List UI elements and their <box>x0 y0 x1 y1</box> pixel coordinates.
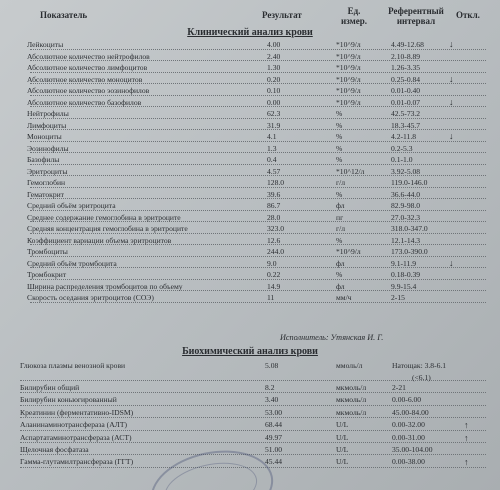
row-value: 4.1 <box>267 132 277 141</box>
header-flag: Откл. <box>456 10 480 20</box>
row-value: 0.10 <box>267 86 281 95</box>
row-value: 53.00 <box>265 407 283 417</box>
row-value: 0.22 <box>267 270 281 279</box>
row-ref: 12.1-14.3 <box>391 235 421 245</box>
row-ref: 2.10-8.89 <box>391 51 421 61</box>
row-value: 0.20 <box>267 74 281 84</box>
row-name: Гамма-глутамилтрансфераза (ГГТ) <box>20 457 134 467</box>
row-unit: фл <box>336 201 345 210</box>
cbc-table <box>0 39 500 304</box>
row-value: 14.9 <box>267 281 281 291</box>
row-unit: U/L <box>336 457 349 467</box>
row-name: Щелочная фосфатаза <box>20 444 89 454</box>
row-unit: % <box>336 189 343 199</box>
row-flag: ↑ <box>464 432 469 443</box>
row-name: Аспартатаминотрансфераза (АСТ) <box>20 432 132 442</box>
row-value: 323.0 <box>267 224 285 233</box>
row-value: 0.4 <box>267 155 277 164</box>
row-name: Абсолютное количество моноцитов <box>27 74 143 84</box>
row-unit: *10^9/л <box>336 97 361 107</box>
row-name: Лейкоциты <box>27 40 64 49</box>
row-ref: 0.18-0.39 <box>391 270 421 279</box>
table-row <box>0 360 500 382</box>
row-value: 28.0 <box>267 212 281 222</box>
row-ref: 42.5-73.2 <box>391 109 421 118</box>
row-value: 244.0 <box>267 247 285 256</box>
table-row <box>0 131 500 143</box>
row-value: 4.00 <box>267 40 281 49</box>
row-unit: г/л <box>336 224 346 233</box>
row-value: 49.97 <box>265 432 283 442</box>
row-flag: ↓ <box>449 96 454 107</box>
row-name: Абсолютное количество базофилов <box>27 97 142 107</box>
row-value: 3.40 <box>265 395 279 405</box>
header-result: Результат <box>262 10 302 20</box>
table-row <box>0 189 500 201</box>
row-name: Гемоглобин <box>27 178 66 187</box>
row-value: 0.00 <box>267 97 281 107</box>
table-row <box>0 432 500 444</box>
row-unit: % <box>336 270 343 279</box>
row-value: 1.3 <box>267 143 277 153</box>
row-name: Базофилы <box>27 155 60 164</box>
row-ref: 4.2-11.8 <box>391 132 417 141</box>
row-value: 11 <box>267 293 275 302</box>
table-row <box>0 85 500 97</box>
table-row <box>0 223 500 235</box>
row-flag: ↑ <box>464 457 469 468</box>
row-value: 12.6 <box>267 235 281 245</box>
row-name: Ширина распределения тромбоцитов по объему <box>27 281 183 291</box>
biochem-title: Биохимический анализ крови <box>182 346 318 357</box>
row-value: 68.44 <box>265 420 283 430</box>
row-name: Креатинин (ферментативно-IDSM) <box>20 407 134 417</box>
row-ref: 0.01-0.07 <box>391 97 421 107</box>
row-name: Эозинофилы <box>27 143 69 153</box>
row-name: Средняя концентрация гемоглобина в эритроците <box>27 224 188 233</box>
row-divider <box>30 152 486 153</box>
row-unit: % <box>336 143 343 153</box>
table-row <box>0 292 500 304</box>
row-unit: *10^9/л <box>336 51 361 61</box>
row-unit: U/L <box>336 444 349 454</box>
table-row <box>0 235 500 247</box>
row-value: 9.0 <box>267 258 277 268</box>
cbc-title: Клинический анализ крови <box>187 27 313 38</box>
row-ref-note: (<6.1) <box>412 373 431 382</box>
table-row <box>0 200 500 212</box>
row-unit: фл <box>336 281 345 291</box>
row-unit: *10^9/л <box>336 247 361 256</box>
biochem-table <box>0 360 500 469</box>
row-unit: *10^9/л <box>336 86 361 95</box>
row-ref: 36.6-44.0 <box>391 189 421 199</box>
table-row <box>0 212 500 224</box>
row-divider <box>30 141 486 142</box>
table-row <box>0 51 500 63</box>
header-unit: Ед. измер. <box>340 6 368 26</box>
row-ref: 119.0-146.0 <box>391 178 428 187</box>
row-value: 4.57 <box>267 166 281 176</box>
row-value: 62.3 <box>267 109 281 118</box>
table-row <box>0 166 500 178</box>
table-row <box>0 269 500 281</box>
row-name: Абсолютное количество эозинофилов <box>27 86 150 95</box>
row-ref: 27.0-32.3 <box>391 212 421 222</box>
row-value: 128.0 <box>267 178 285 187</box>
row-ref: Натощак: 3.8-6.1 <box>392 361 447 370</box>
table-row <box>0 143 500 155</box>
table-row <box>0 39 500 51</box>
row-ref: 9.1-11.9 <box>391 258 417 268</box>
header-indicator: Показатель <box>40 10 88 20</box>
row-ref: 0.2-5.3 <box>391 143 413 153</box>
row-ref: 0.00-31.00 <box>392 432 425 442</box>
row-unit: *10^9/л <box>336 63 361 72</box>
row-unit: *10^9/л <box>336 40 361 49</box>
row-ref: 0.1-1.0 <box>391 155 413 164</box>
table-row <box>0 258 500 270</box>
row-ref: 82.9-98.0 <box>391 201 421 210</box>
row-unit: ммоль/л <box>336 361 363 370</box>
table-row <box>0 419 500 431</box>
row-value: 5.08 <box>265 361 279 370</box>
row-value: 45.44 <box>265 457 283 467</box>
row-name: Гематокрит <box>27 189 64 199</box>
table-row <box>0 120 500 132</box>
row-unit: пг <box>336 212 344 222</box>
row-unit: % <box>336 155 343 164</box>
row-flag: ↓ <box>449 39 454 49</box>
row-ref: 2-15 <box>391 293 405 302</box>
table-row <box>0 246 500 258</box>
row-ref: 18.3-45.7 <box>391 120 421 130</box>
row-name: Абсолютное количество лимфоцитов <box>27 63 148 72</box>
row-unit: % <box>336 132 343 141</box>
row-unit: U/L <box>336 420 349 430</box>
row-value: 86.7 <box>267 201 281 210</box>
row-ref: 3.92-5.08 <box>391 166 421 176</box>
row-unit: мкмоль/л <box>336 407 367 417</box>
table-row <box>0 281 500 293</box>
row-value: 1.30 <box>267 63 281 72</box>
table-row <box>0 74 500 86</box>
row-flag: ↓ <box>449 257 454 268</box>
table-row <box>0 177 500 189</box>
row-unit: % <box>336 120 343 130</box>
row-unit: *10^12/л <box>336 166 365 176</box>
row-name: Аланинаминотрансфераза (АЛТ) <box>20 420 127 430</box>
row-divider <box>30 164 486 165</box>
row-ref: 1.26-3.35 <box>391 63 421 72</box>
row-ref: 173.0-390.0 <box>391 247 428 256</box>
row-ref: 0.01-0.40 <box>391 86 421 95</box>
row-flag: ↓ <box>449 131 454 141</box>
row-name: Билирубин коньюгированный <box>20 395 117 405</box>
row-name: Лимфоциты <box>27 120 67 130</box>
row-value: 2.40 <box>267 51 281 61</box>
row-unit: мкмоль/л <box>336 395 367 405</box>
row-value: 51.00 <box>265 444 283 454</box>
row-unit: г/л <box>336 178 346 187</box>
row-flag: ↑ <box>464 420 469 431</box>
row-name: Билирубин общий <box>20 383 80 392</box>
row-name: Тромбокрит <box>27 270 67 279</box>
row-unit: U/L <box>336 432 349 442</box>
row-value: 8.2 <box>265 383 275 392</box>
row-ref: 45.00-84.00 <box>392 407 429 417</box>
row-unit: % <box>336 235 343 245</box>
row-unit: мм/ч <box>336 293 352 302</box>
row-flag: ↓ <box>449 73 454 84</box>
row-name: Средний объём тромбоцита <box>27 258 117 268</box>
table-row <box>0 62 500 74</box>
row-name: Скорость оседания эритроцитов (СОЭ) <box>27 293 154 302</box>
table-row <box>0 154 500 166</box>
row-ref: 0.25-0.84 <box>391 74 421 84</box>
row-ref: 318.0-347.0 <box>391 224 428 233</box>
row-ref: 0.00-38.00 <box>392 457 425 467</box>
row-ref: 2-21 <box>392 383 406 392</box>
table-row <box>0 407 500 419</box>
row-name: Средний объём эритроцита <box>27 201 116 210</box>
row-ref: 0.00-6.00 <box>392 395 422 405</box>
row-value: 31.9 <box>267 120 281 130</box>
header-ref: Референтный интервал <box>388 6 444 26</box>
row-name: Глюкоза плазмы венозной крови <box>20 361 126 370</box>
row-ref: 4.49-12.68 <box>391 40 424 49</box>
row-divider <box>20 392 486 393</box>
row-unit: % <box>336 109 343 118</box>
row-value: 39.6 <box>267 189 281 199</box>
row-name: Тромбоциты <box>27 247 68 256</box>
row-name: Эритроциты <box>27 166 68 176</box>
row-ref: 0.00-32.00 <box>392 420 425 430</box>
table-row <box>0 382 500 394</box>
row-name: Среднее содержание гемоглобина в эритроците <box>27 212 181 222</box>
row-name: Нейтрофилы <box>27 109 69 118</box>
row-ref: 35.00-104.00 <box>392 444 433 454</box>
table-row <box>0 108 500 120</box>
row-name: Моноциты <box>27 132 62 141</box>
row-name: Абсолютное количество нейтрофилов <box>27 51 150 61</box>
row-ref: 9.9-15.4 <box>391 281 417 291</box>
row-unit: мкмоль/л <box>336 383 367 392</box>
table-row <box>0 97 500 109</box>
row-unit: фл <box>336 258 345 268</box>
table-row <box>0 394 500 406</box>
analyst-signature: Исполнитель: Утянская И. Г. <box>280 333 384 342</box>
row-name: Коэффициент вариации объема эритроцитов <box>27 235 172 245</box>
row-unit: *10^9/л <box>336 74 361 84</box>
